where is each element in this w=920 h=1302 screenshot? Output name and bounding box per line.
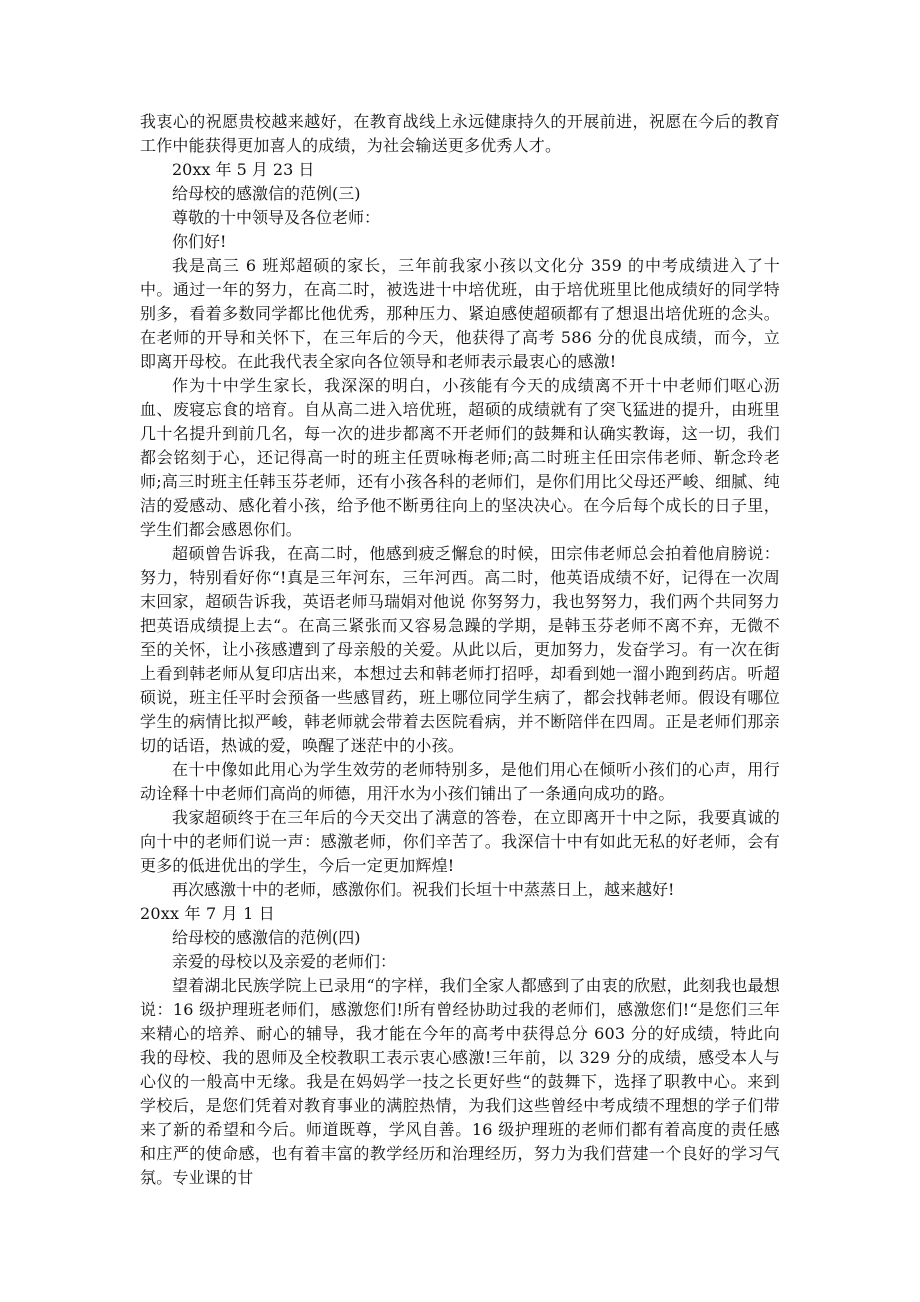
salutation: 尊敬的十中领导及各位老师：	[172, 208, 381, 227]
body-paragraph: 望着湖北民族学院上已录用“的字样，我们全家人都感到了由衷的欣慰，此刻我也最想说：16 级护理班老师们，感激您们!所有曾经协助过我的老师们，感激您们!“是您们三年来精心的培养、耐心的辅导，我才能在今年的高考中获得总分 603 分的好成绩，特此向我的母校、我的恩师及全校教职工表示衷心感激!三年前，以 329 分的成绩，感受本人与心仪的一般高中无缘。我是在妈妈学一技之长更好些“的鼓舞下，选择了职教中心。来到学校后，是您们凭着对教育事业的满腔热情，为我们这些曾经中考成绩不理想的学子们带来了新的希望和今后。师道既尊，学风自善。16 级护理班的老师们都有着高度的责任感和庄严的使命感，也有着丰富的教学经历和治理经历，努力为我们营建一个良好的学习气氛。专业课的甘	[140, 976, 780, 1187]
salutation: 亲爱的母校以及亲爱的老师们：	[172, 952, 397, 971]
closing-line: 再次感激十中的老师，感激你们。祝我们长垣十中蒸蒸日上，越来越好!	[172, 880, 675, 899]
body-paragraph: 我是高三 6 班郑超硕的家长，三年前我家小孩以文化分 359 的中考成绩进入了十中。通过一年的努力，在高二时，被选进十中培优班，由于培优班里比他成绩好的同学特别多，看着多数同学都比他优秀，那种压力、紧迫感使超硕都有了想退出培优班的念头。在老师的开导和关怀下，在三年后的今天，他获得了高考 586 分的优良成绩，而今，立即离开母校。在此我代表全家向各位领导和老师表示最衷心的感激!	[140, 256, 780, 371]
closing-wish-paragraph: 我衷心的祝愿贵校越来越好，在教育战线上永远健康持久的开展前进，祝愿在今后的教育工作中能获得更加喜人的成绩，为社会输送更多优秀人才。	[140, 112, 780, 155]
body-paragraph: 超硕曾告诉我，在高二时，他感到疲乏懈怠的时候，田宗伟老师总会拍着他肩膀说：努力，特别看好你“!真是三年河东，三年河西。高二时，他英语成绩不好，记得在一次周末回家，超硕告诉我，英语老师马瑞娟对他说 你努努力，我也努努力，我们两个共同努力把英语成绩提上去“。在高三紧张而又容易急躁的学期，是韩玉芬老师不离不弃，无微不至的关怀，让小孩感遭到了母亲般的关爱。从此以后，更加努力，发奋学习。有一次在街上看到韩老师从复印店出来，本想过去和韩老师打招呼，却看到她一溜小跑到药店。听超硕说，班主任平时会预备一些感冒药，班上哪位同学生病了，都会找韩老师。假设有哪位学生的病情比拟严峻，韩老师就会带着去医院看病，并不断陪伴在四周。正是老师们那亲切的话语，热诚的爱，唤醒了迷茫中的小孩。	[140, 544, 780, 755]
body-paragraph: 作为十中学生家长，我深深的明白，小孩能有今天的成绩离不开十中老师们呕心沥血、废寝忘食的培育。自从高二进入培优班，超硕的成绩就有了突飞猛进的提升，由班里几十名提升到前几名，每一次的进步都离不开老师们的鼓舞和认确实教诲，这一切，我们都会铭刻于心，还记得高一时的班主任贾咏梅老师;高二时班主任田宗伟老师、靳念玲老师;高三时班主任韩玉芬老师，还有小孩各科的老师们，是你们用比父母还严峻、细腻、纯洁的爱感动、感化着小孩，给予他不断勇往向上的坚决决心。在今后每个成长的日子里，学生们都会感恩你们。	[140, 376, 780, 539]
date-line: 20xx 年 7 月 1 日	[140, 904, 275, 923]
greeting: 你们好!	[172, 232, 227, 251]
body-paragraph: 在十中像如此用心为学生效劳的老师特别多，是他们用心在倾听小孩们的心声，用行动诠释十中老师们高尚的师德，用汗水为小孩们铺出了一条通向成功的路。	[140, 760, 780, 803]
body-paragraph: 我家超硕终于在三年后的今天交出了满意的答卷，在立即离开十中之际，我要真诚的向十中的老师们说一声：感激老师，你们辛苦了。我深信十中有如此无私的好老师，会有更多的低进优出的学生，今后一定更加辉煌!	[140, 808, 780, 875]
section-heading: 给母校的感激信的范例(四)	[172, 928, 361, 947]
section-heading: 给母校的感激信的范例(三)	[172, 184, 361, 203]
date-line: 20xx 年 5 月 23 日	[172, 160, 315, 179]
